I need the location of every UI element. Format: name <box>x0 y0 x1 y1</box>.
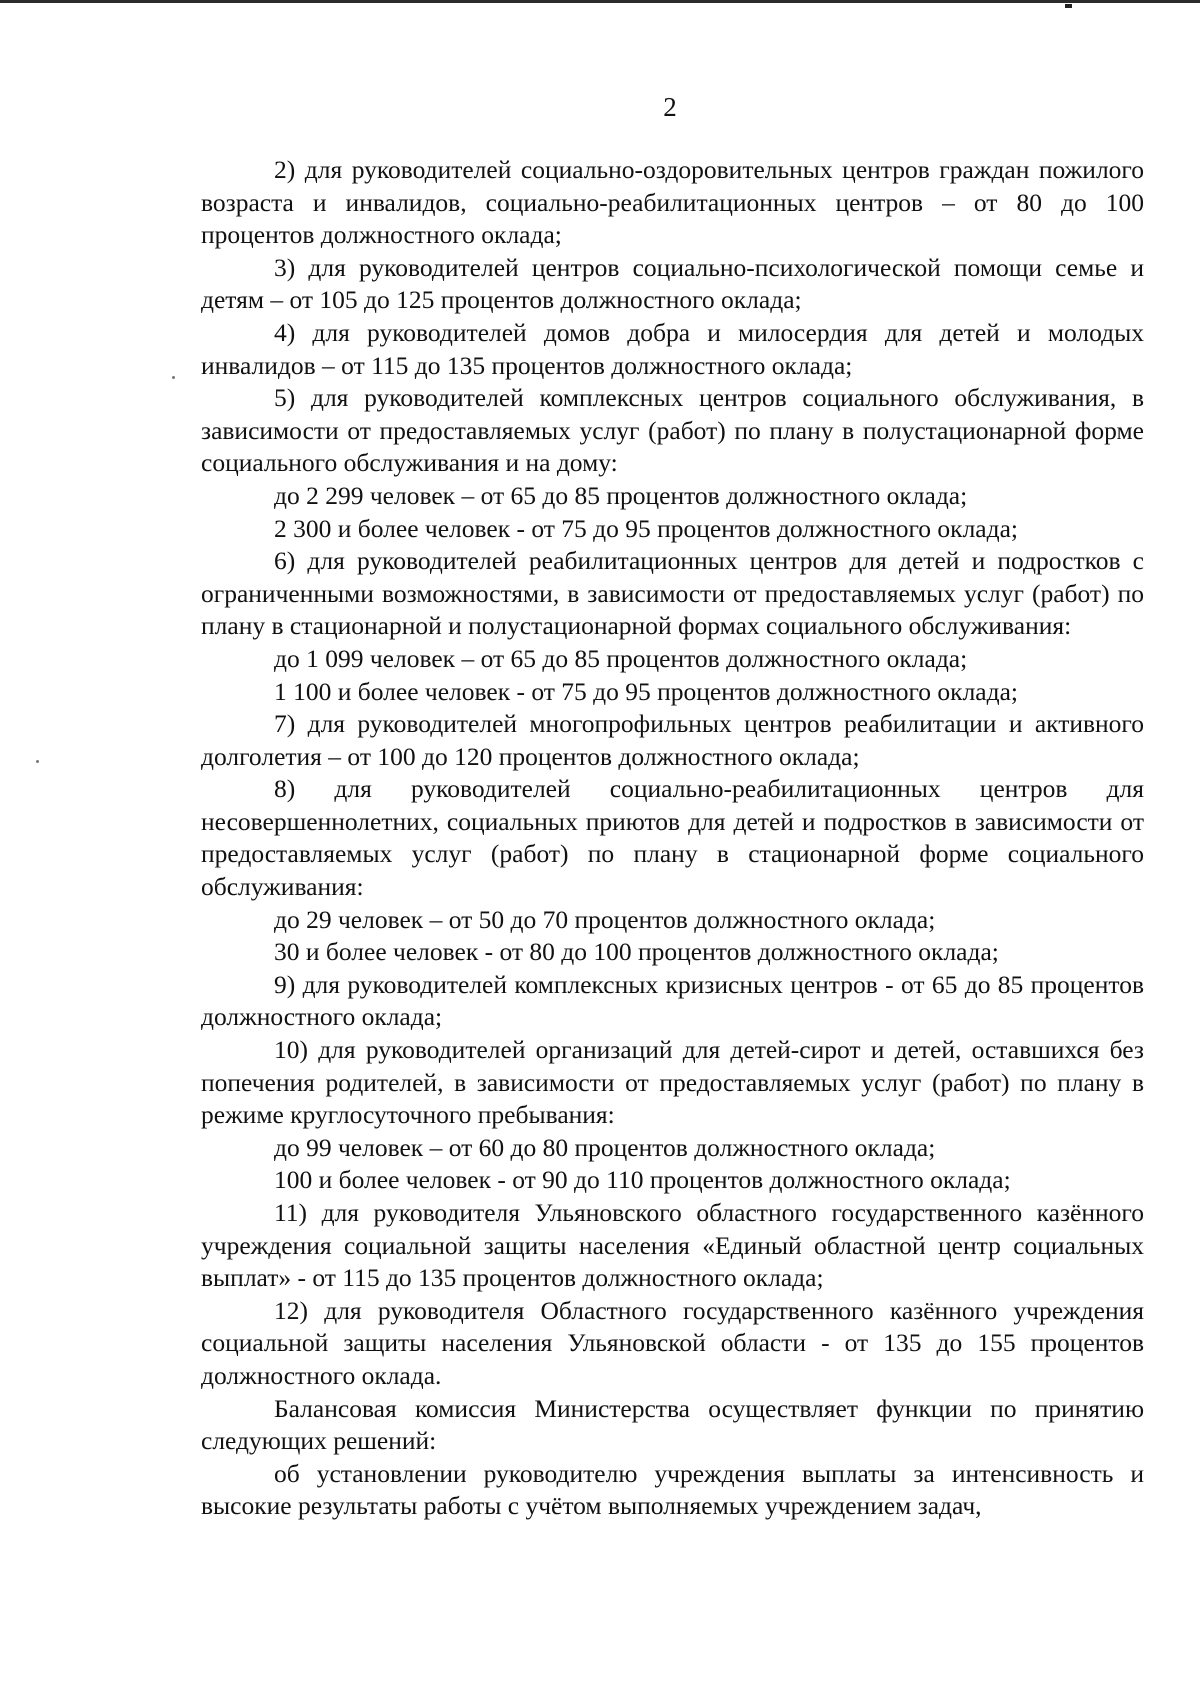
paragraph-subitem: до 1 099 человек – от 65 до 85 процентов должностного оклада; <box>274 643 968 673</box>
page-number: 2 <box>663 92 677 122</box>
paragraph-subitem: до 2 299 человек – от 65 до 85 процентов должностного оклада; <box>274 480 968 510</box>
paragraph-item-4: 4) для руководителей домов добра и милосердия для детей и молодых инвалидов – от 115 до 135 процентов должностного оклада; <box>201 317 1144 380</box>
document-body <box>201 154 1144 1523</box>
scan-speck <box>36 760 39 763</box>
paragraph-item-7: 7) для руководителей многопрофильных центров реабилитации и активного долголетия – от 100 до 120 процентов должностного оклада; <box>201 709 1144 771</box>
scan-top-edge <box>0 0 1200 3</box>
paragraph-item-12: 12) для руководителя Областного государственного казённого учреждения социальной защиты населения Ульяновской области - от 135 до 155 процентов должностного оклада. <box>201 1295 1144 1390</box>
paragraph-item-10: 10) для руководителей организаций для детей-сирот и детей, оставшихся без попечения родителей, в зависимости от предоставляемых услуг (работ) по плану в режиме круглосуточного пребывания: <box>201 1035 1144 1130</box>
scan-edge-mark <box>1065 4 1072 8</box>
paragraph-item-11: 11) для руководителя Ульяновского областного государственного казённого учреждения социальной защиты населения «Единый областной центр социальных выплат» - от 115 до 135 процентов должностного оклада; <box>201 1198 1144 1293</box>
paragraph-item-3: 3) для руководителей центров социально-психологической помощи семье и детям – от 105 до 125 процентов должностного оклада; <box>201 252 1144 315</box>
paragraph-item-8: 8) для руководителей социально-реабилитационных центров для несовершеннолетних, социальных приютов для детей и подростков в зависимости от предоставляемых услуг (работ) по плану в стационарной форме социального обслуживания: <box>201 774 1144 902</box>
paragraph-subitem: до 29 человек – от 50 до 70 процентов должностного оклада; <box>274 904 936 934</box>
paragraph-subitem: до 99 человек – от 60 до 80 процентов должностного оклада; <box>274 1132 936 1162</box>
paragraph-subitem: 30 и более человек - от 80 до 100 процентов должностного оклада; <box>274 937 999 967</box>
scan-speck <box>172 376 175 379</box>
paragraph-decision: об установлении руководителю учреждения выплаты за интенсивность и высокие результаты работы с учётом выполняемых учреждением задач, <box>201 1458 1144 1521</box>
paragraph-item-6: 6) для руководителей реабилитационных центров для детей и подростков с ограниченными возможностями, в зависимости от предоставляемых услуг (работ) по плану в стационарной и полустационарной формах социального обслуживания: <box>201 546 1144 641</box>
paragraph-subitem: 100 и более человек - от 90 до 110 процентов должностного оклада; <box>274 1165 1011 1195</box>
paragraph-commission: Балансовая комиссия Министерства осуществляет функции по принятию следующих решений: <box>201 1393 1144 1456</box>
paragraph-item-2: 2) для руководителей социально-оздоровительных центров граждан пожилого возраста и инвалидов, социально-реабилитационных центров – от 80 до 100 процентов должностного оклада; <box>201 155 1144 250</box>
paragraph-subitem: 1 100 и более человек - от 75 до 95 процентов должностного оклада; <box>274 676 1018 706</box>
paragraph-item-9: 9) для руководителей комплексных кризисных центров - от 65 до 85 процентов должностного оклада; <box>201 969 1144 1032</box>
paragraph-subitem: 2 300 и более человек - от 75 до 95 процентов должностного оклада; <box>274 513 1018 543</box>
paragraph-item-5: 5) для руководителей комплексных центров социального обслуживания, в зависимости от предоставляемых услуг (работ) по плану в полустационарной форме социального обслуживания и на дому: <box>201 383 1144 478</box>
